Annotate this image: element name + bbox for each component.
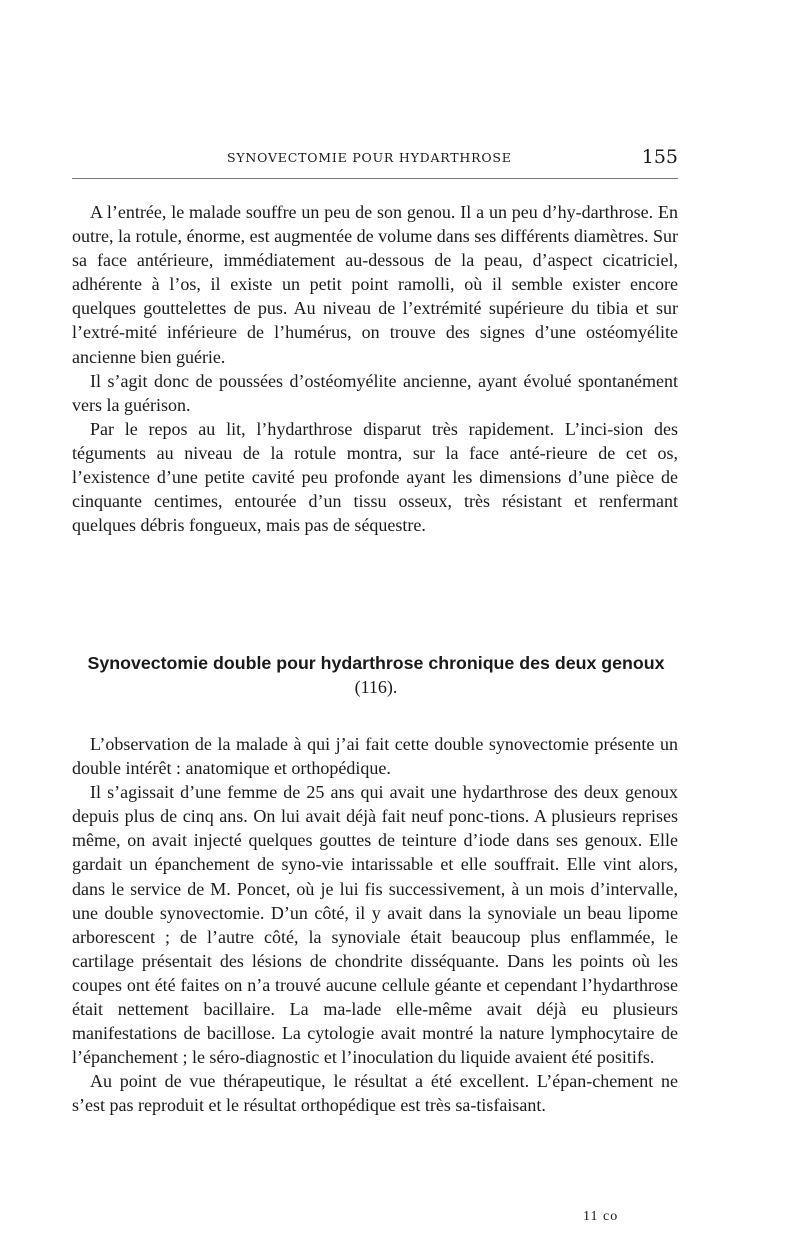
paragraph: A l’entrée, le malade souffre un peu de son genou. Il a un peu d’hy-darthrose. En outre, la rotule, énorme, est augmentée de volume dans ses différents diamètres. Sur sa face antérieure, immédiatement au-dessous de la peau, d’aspect cicatriciel, adhérente à l’os, il existe un petit point ramolli, où il semble exister encore quelques gouttelettes de pus. Au niveau de l’extrémité supérieure du tibia et sur l’extré-mité inférieure de l’humérus, on trouve des signes d’une ostéomyélite ancienne bien guérie. [72,202,678,367]
paragraph: L’observation de la malade à qui j’ai fait cette double synovectomie présente un double intérêt : anatomique et orthopédique. [72,734,678,779]
running-title: SYNOVECTOMIE POUR HYDARTHROSE [227,150,512,165]
signature-mark: 11 co [583,1209,619,1224]
section-reference: (116). [354,677,398,697]
section-title: Synovectomie double pour hydarthrose chronique des deux genoux [87,653,665,673]
paragraph: Au point de vue thérapeutique, le résultat a été excellent. L’épan-chement ne s’est pas reproduit et le résultat orthopédique est très sa-tisfaisant. [72,1071,678,1116]
paragraph: Par le repos au lit, l’hydarthrose disparut très rapidement. L’inci-sion des téguments au niveau de la rotule montra, sur la face anté-rieure de cet os, l’existence d’une petite cavité peu profonde ayant les dimensions d’une pièce de cinquante centimes, entourée d’un tissu osseux, très résistant et renfermant quelques débris fongueux, mais pas de séquestre. [72,418,678,536]
case-2-text [72,732,678,1118]
page-number: 155 [641,146,678,168]
paragraph: Il s’agit donc de poussées d’ostéomyélite ancienne, ayant évolué spontanément vers la guérison. [72,370,678,415]
case-1-text [72,200,678,537]
section-heading [66,651,686,699]
running-header [72,146,678,174]
header-rule [72,178,678,179]
paragraph: Il s’agissait d’une femme de 25 ans qui avait une hydarthrose des deux genoux depuis plus de cinq ans. On lui avait déjà fait neuf ponc-tions. A plusieurs reprises même, on avait injecté quelques gouttes de teinture d’iode dans ses genoux. Elle gardait un épanchement de syno-vie intarissable et elle souffrait. Elle vint alors, dans le service de M. Poncet, où je lui fis successivement, à un mois d’intervalle, une double synovectomie. D’un côté, il y avait dans la synoviale un beau lipome arborescent ; de l’autre côté, la synoviale était beaucoup plus enflammée, le cartilage présentait des lésions de chondrite disséquante. Dans les points où les coupes ont été faites on n’a trouvé aucune cellule géante et cependant l’hydarthrose était nettement bacillaire. La ma-lade elle-même avait déjà eu plusieurs manifestations de bacillose. La cytologie avait montré la nature lymphocytaire de l’épanchement ; le séro-diagnostic et l’inoculation du liquide avaient été positifs. [72,782,678,1068]
